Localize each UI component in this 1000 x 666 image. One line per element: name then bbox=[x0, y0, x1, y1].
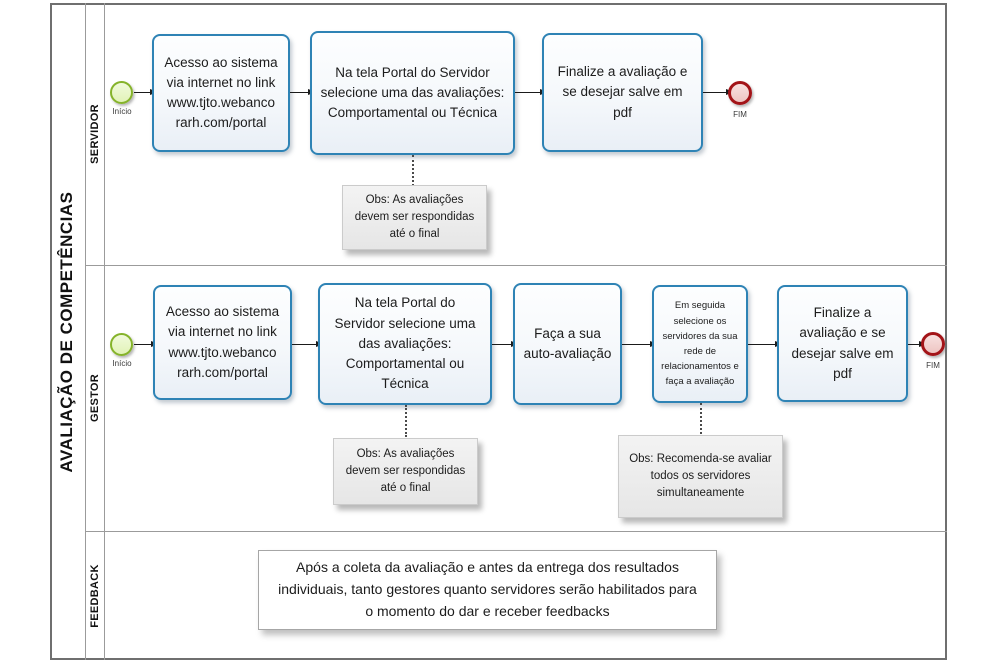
flow-arrow bbox=[515, 92, 541, 93]
task-text: Finalize a avaliação e se desejar salve em pdf bbox=[791, 305, 894, 381]
task-text: Faça a sua auto-avaliação bbox=[523, 325, 612, 361]
task-servidor-acesso-sistema bbox=[152, 34, 290, 152]
task-gestor-selecione-avaliacao bbox=[318, 283, 492, 405]
note-servidor bbox=[342, 185, 487, 250]
lane-label-feedback: FEEDBACK bbox=[89, 564, 101, 628]
end-event-icon bbox=[921, 332, 945, 356]
title-column-divider bbox=[85, 3, 86, 660]
flow-arrow bbox=[908, 344, 920, 345]
start-event-icon bbox=[110, 333, 133, 356]
note-connector bbox=[700, 403, 702, 434]
flow-arrow bbox=[748, 344, 776, 345]
note-connector bbox=[412, 155, 414, 186]
feedback-text: Após a coleta da avaliação e antes da entrega dos resultados individuais, tanto gestores quanto servidores serão habilitados para o momento do dar e receber feedbacks bbox=[278, 559, 697, 619]
flow-arrow bbox=[622, 344, 651, 345]
task-gestor-acesso-sistema bbox=[153, 285, 292, 400]
lane-divider-servidor-gestor bbox=[85, 265, 947, 266]
end-event-label: FIM bbox=[733, 110, 747, 119]
task-gestor-finalize bbox=[777, 285, 908, 402]
note-gestor-avaliacoes bbox=[333, 438, 478, 505]
start-event-label: Início bbox=[112, 359, 132, 368]
label-column-divider bbox=[104, 3, 105, 660]
flow-arrow bbox=[292, 344, 317, 345]
flow-arrow bbox=[703, 92, 727, 93]
lane-divider-gestor-feedback bbox=[85, 531, 947, 532]
start-event-label: Início bbox=[112, 107, 132, 116]
start-event-icon bbox=[110, 81, 133, 104]
note-text: Obs: Recomenda-se avaliar todos os servidores simultaneamente bbox=[629, 453, 772, 499]
note-connector bbox=[405, 405, 407, 437]
note-gestor-recomendacao bbox=[618, 435, 783, 518]
pool-title: AVALIAÇÃO DE COMPETÊNCIAS bbox=[57, 191, 76, 473]
end-event-icon bbox=[728, 81, 752, 105]
task-gestor-selecione-servidores bbox=[652, 285, 748, 403]
note-text: Obs: As avaliações devem ser respondidas até o final bbox=[354, 194, 475, 240]
end-event-label: FIM bbox=[926, 361, 940, 370]
flow-arrow bbox=[290, 92, 309, 93]
task-servidor-finalize bbox=[542, 33, 703, 152]
task-servidor-selecione-avaliacao bbox=[310, 31, 515, 155]
flow-arrow bbox=[134, 92, 151, 93]
task-text: Acesso ao sistema via internet no link www.tjto.webanco rarh.com/portal bbox=[165, 304, 280, 380]
task-text: Em seguida selecione os servidores da sua rede de relacionamentos e faça a avaliação bbox=[661, 300, 739, 388]
feedback-text-box bbox=[258, 550, 717, 630]
task-gestor-auto-avaliacao bbox=[513, 283, 622, 405]
lane-label-gestor: GESTOR bbox=[89, 373, 101, 423]
flow-arrow bbox=[492, 344, 512, 345]
task-text: Finalize a avaliação e se desejar salve em pdf bbox=[557, 64, 688, 120]
flow-arrow bbox=[134, 344, 152, 345]
lane-label-servidor: SERVIDOR bbox=[89, 104, 101, 164]
task-text: Acesso ao sistema via internet no link www.tjto.webanco rarh.com/portal bbox=[164, 54, 278, 131]
task-text: Na tela Portal do Servidor selecione uma das avaliações: Comportamental ou Técnica bbox=[334, 295, 476, 392]
note-text: Obs: As avaliações devem ser respondidas até o final bbox=[345, 448, 466, 494]
task-text: Na tela Portal do Servidor selecione uma das avaliações: Comportamental ou Técnica bbox=[320, 64, 505, 121]
